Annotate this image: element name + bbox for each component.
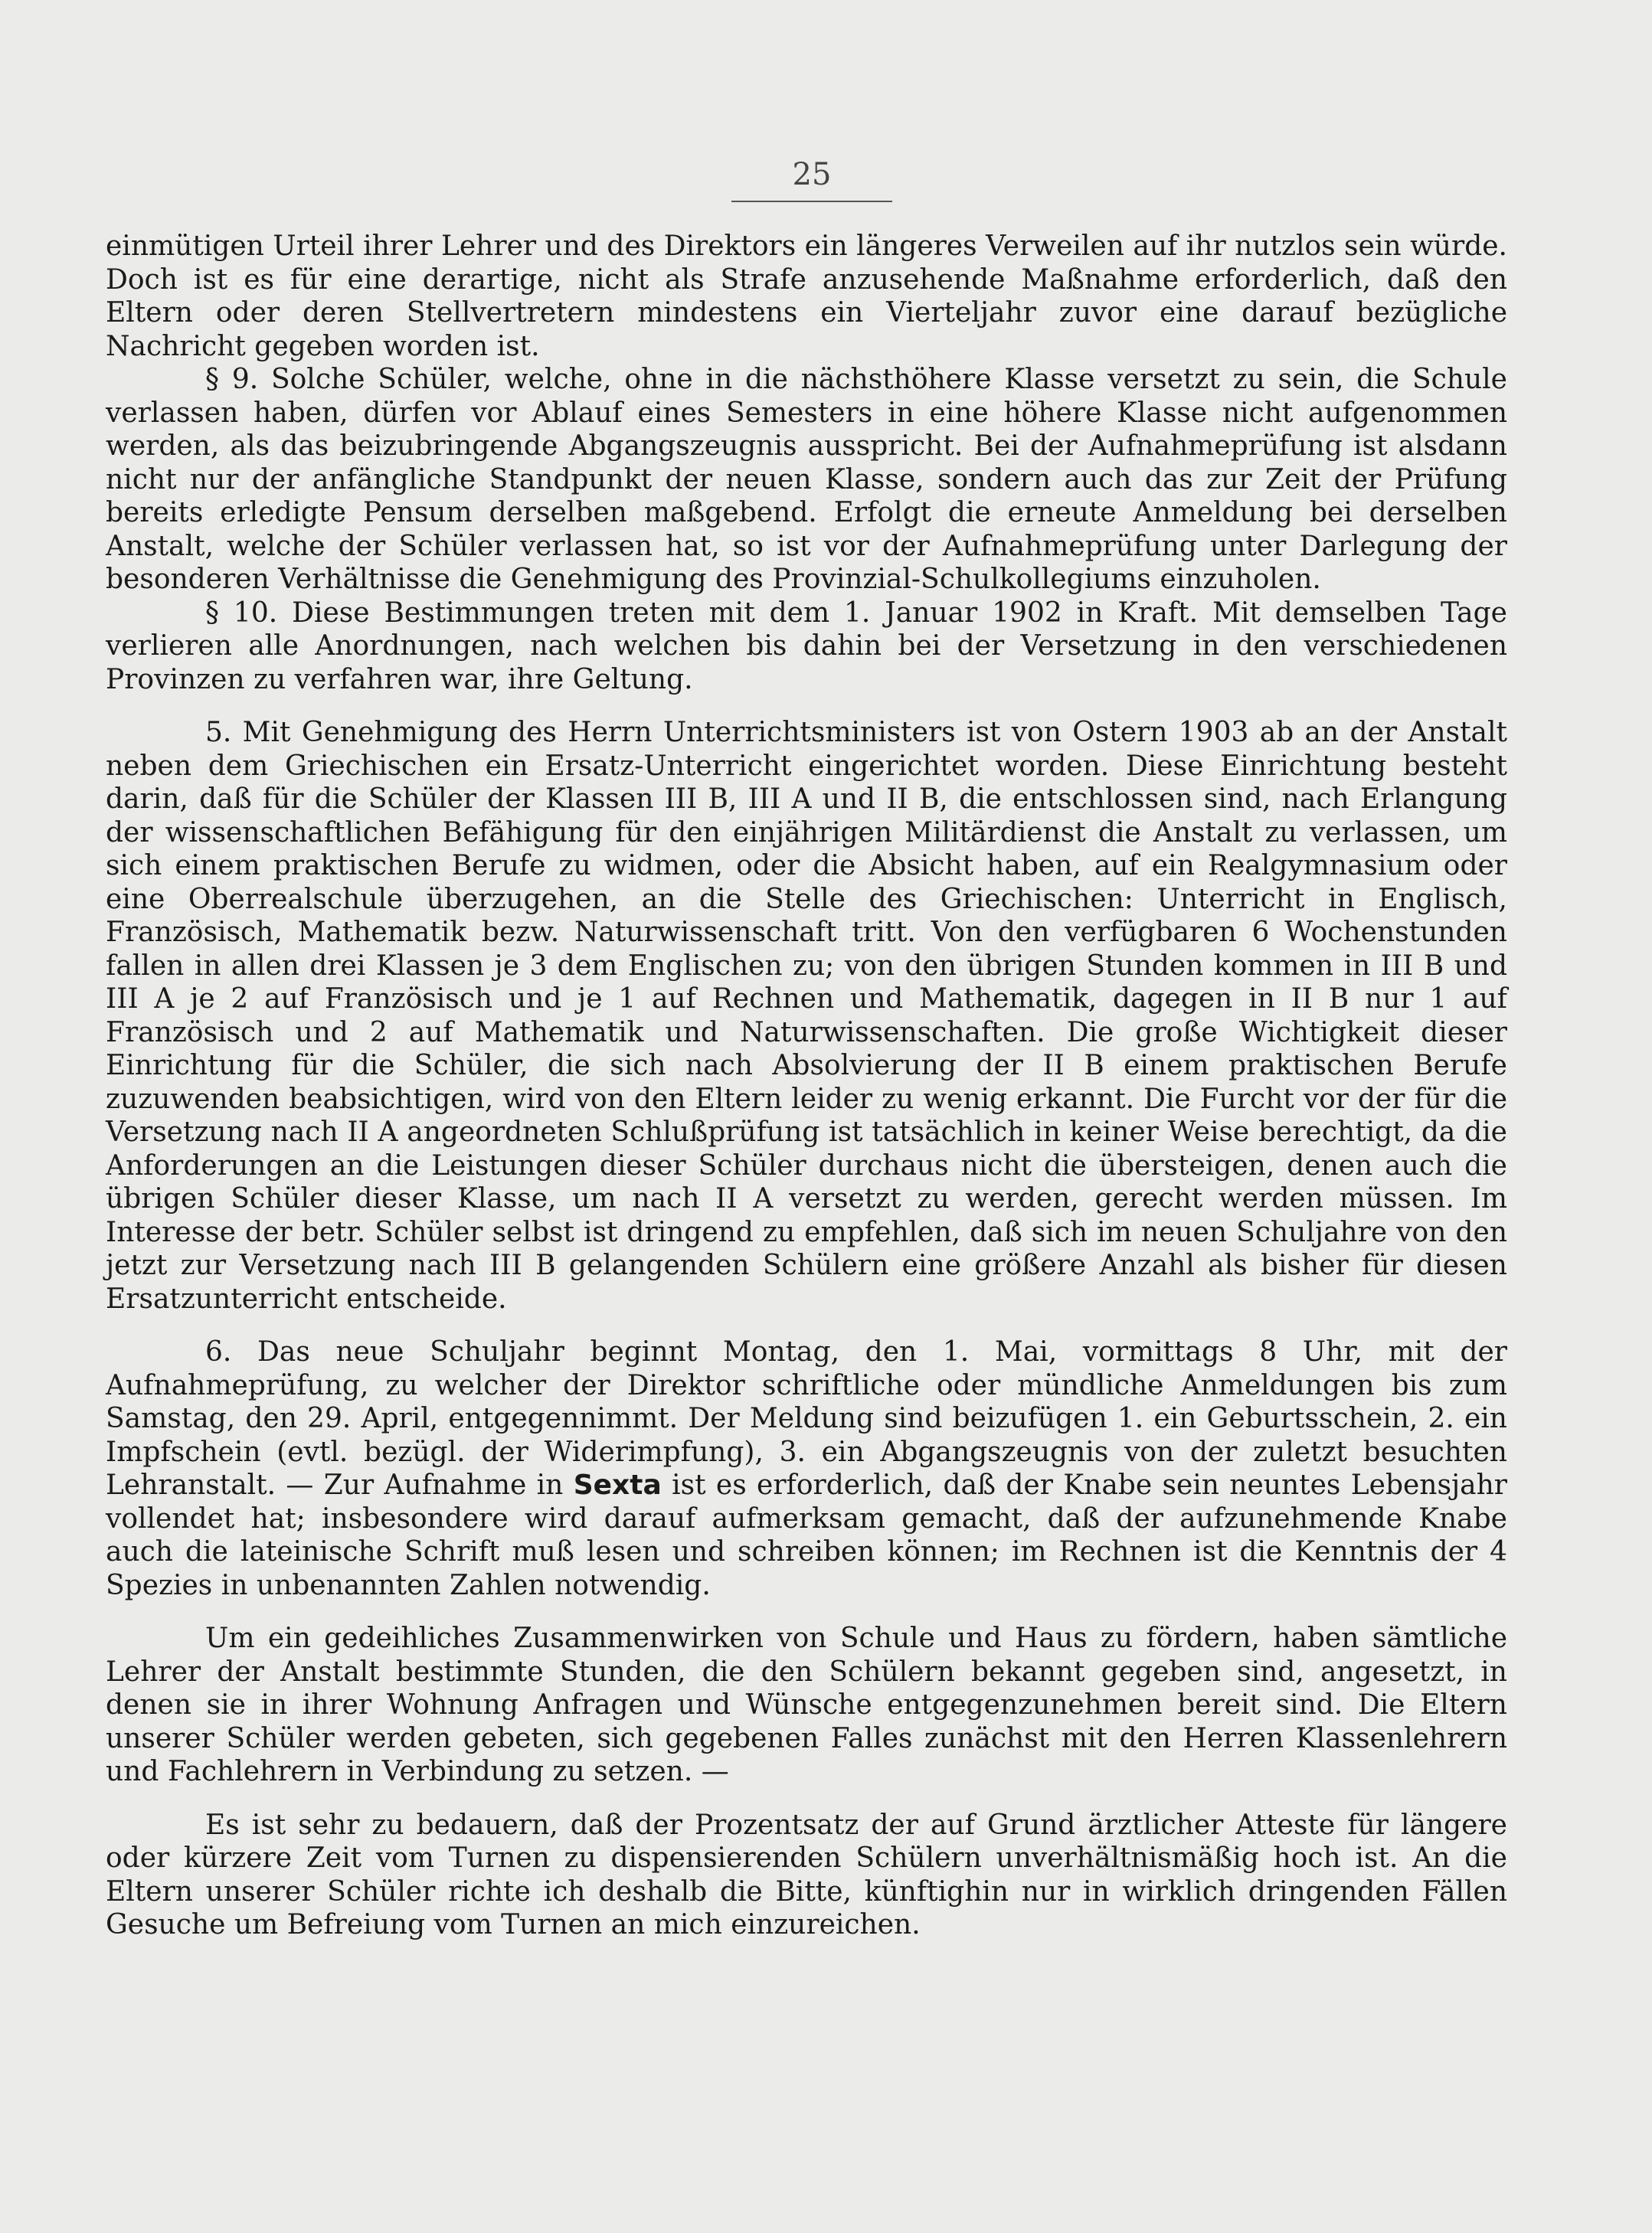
paragraph-item-5: 5. Mit Genehmigung des Herrn Unterrichtsministers ist von Ostern 1903 ab an der Anstalt neben dem Griechischen ein Ersatz-Unterricht eingerichtet worden. Diese Einrichtung besteht darin, daß für die Schüler der Klassen III B, III A und II B, die entschlossen sind, nach Erlangung der wissenschaftlichen Befähigung für den einjährigen Militärdienst die Anstalt zu verlassen, um sich einem praktischen Berufe zu widmen, oder die Absicht haben, auf ein Realgymnasium oder eine Oberrealschule überzugehen, an die Stelle des Griechischen: Unterricht in Englisch, Französisch, Mathematik bezw. Naturwissenschaft tritt. Von den verfügbaren 6 Wochenstunden fallen in allen drei Klassen je 3 dem Englischen zu; von den übrigen Stunden kommen in III B und III A je 2 auf Französisch und je 1 auf Rechnen und Mathematik, dagegen in II B nur 1 auf Französisch und 2 auf Mathematik und Naturwissenschaften. Die große Wichtigkeit dieser Einrichtung für die Schüler, die sich nach Absolvierung der II B einem praktischen Berufe zuzuwenden beabsichtigen, wird von den Eltern leider zu wenig erkannt. Die Furcht vor der für die Versetzung nach II A angeordneten Schlußprüfung ist tatsächlich in keiner Weise berechtigt, da die Anforderungen an die Leistungen dieser Schüler durchaus nicht die übersteigen, denen auch die übrigen Schüler dieser Klasse, um nach II A versetzt zu werden, gerecht werden müssen. Im Interesse der betr. Schüler selbst ist dringend zu empfehlen, daß sich im neuen Schuljahre von den jetzt zur Versetzung nach III B gelangenden Schülern eine größere Anzahl als bisher für diesen Ersatzunterricht entscheide. — [106, 717, 1507, 1315]
paragraph-continuation: einmütigen Urteil ihrer Lehrer und des Direktors ein längeres Verweilen auf ihr nutzlos sein würde. Doch ist es für eine derartige, nicht als Strafe anzusehende Maßnahme erforderlich, daß den Eltern oder deren Stellvertretern mindestens ein Vierteljahr zuvor eine darauf bezügliche Nachricht gegeben worden ist. — [106, 230, 1507, 362]
sexta-label: Sexta — [573, 1470, 662, 1501]
paragraph-section-9: § 9. Solche Schüler, welche, ohne in die nächsthöhere Klasse versetzt zu sein, die Schule verlassen haben, dürfen vor Ablauf eines Semesters in eine höhere Klasse nicht aufgenommen werden, als das beizubringende Abgangszeugnis ausspricht. Bei der Aufnahmeprüfung ist alsdann nicht nur der anfängliche Standpunkt der neuen Klasse, sondern auch das zur Zeit der Prüfung bereits erledigte Pensum derselben maßgebend. Erfolgt die erneute Anmeldung bei derselben Anstalt, welche der Schüler verlassen hat, so ist vor der Aufnahmeprüfung unter Darlegung der besonderen Verhältnisse die Genehmigung des Provinzial-Schulkollegiums einzuholen. — [106, 364, 1507, 595]
item-6-text-b: ist es erforderlich, daß der Knabe sein neuntes Lebensjahr vollendet hat; insbesondere wird darauf aufmerksam gemacht, daß der aufzunehmende Knabe auch die lateinische Schrift muß lesen und schreiben können; im Rechnen ist die Kenntnis der 4 Spezies in unbenannten Zahlen notwendig. — [106, 1470, 1507, 1601]
item-6-text-a: 6. Das neue Schuljahr beginnt Montag, den 1. Mai, vormittags 8 Uhr, mit der Aufnahmeprüfung, zu welcher der Direktor schriftliche oder mündliche Anmeldungen bis zum Samstag, den 29. April, entgegennimmt. Der Meldung sind beizufügen 1. ein Geburtsschein, 2. ein Impfschein (evtl. bezügl. der Widerimpfung), 3. ein Abgangszeugnis von der zuletzt besuchten Lehranstalt. — Zur Aufnahme in — [106, 1336, 1507, 1501]
page-number: 25 — [792, 157, 832, 192]
paragraph-section-10: § 10. Diese Bestimmungen treten mit dem 1. Januar 1902 in Kraft. Mit demselben Tage verlieren alle Anordnungen, nach welchen bis dahin bei der Versetzung in den verschiedenen Provinzen zu verfahren war, ihre Geltung. — [106, 597, 1507, 695]
body-text — [106, 230, 1507, 1942]
header-rule — [731, 201, 892, 202]
paragraph-cooperation: Um ein gedeihliches Zusammenwirken von Schule und Haus zu fördern, haben sämtliche Lehrer der Anstalt bestimmte Stunden, die den Schülern bekannt gegeben sind, angesetzt, in denen sie in ihrer Wohnung Anfragen und Wünsche entgegenzunehmen bereit sind. Die Eltern unserer Schüler werden gebeten, sich gegebenen Falles zunächst mit den Herren Klassenlehrern und Fachlehrern in Verbindung zu setzen. — — [106, 1623, 1507, 1787]
paragraph-item-6 — [106, 1336, 1507, 1602]
paragraph-gymnastics: Es ist sehr zu bedauern, daß der Prozentsatz der auf Grund ärztlicher Atteste für längere oder kürzere Zeit vom Turnen zu dispensierenden Schülern unverhältnismäßig hoch ist. An die Eltern unserer Schüler richte ich deshalb die Bitte, künftighin nur in wirklich dringenden Fällen Gesuche um Befreiung vom Turnen an mich einzureichen. — [106, 1809, 1507, 1940]
